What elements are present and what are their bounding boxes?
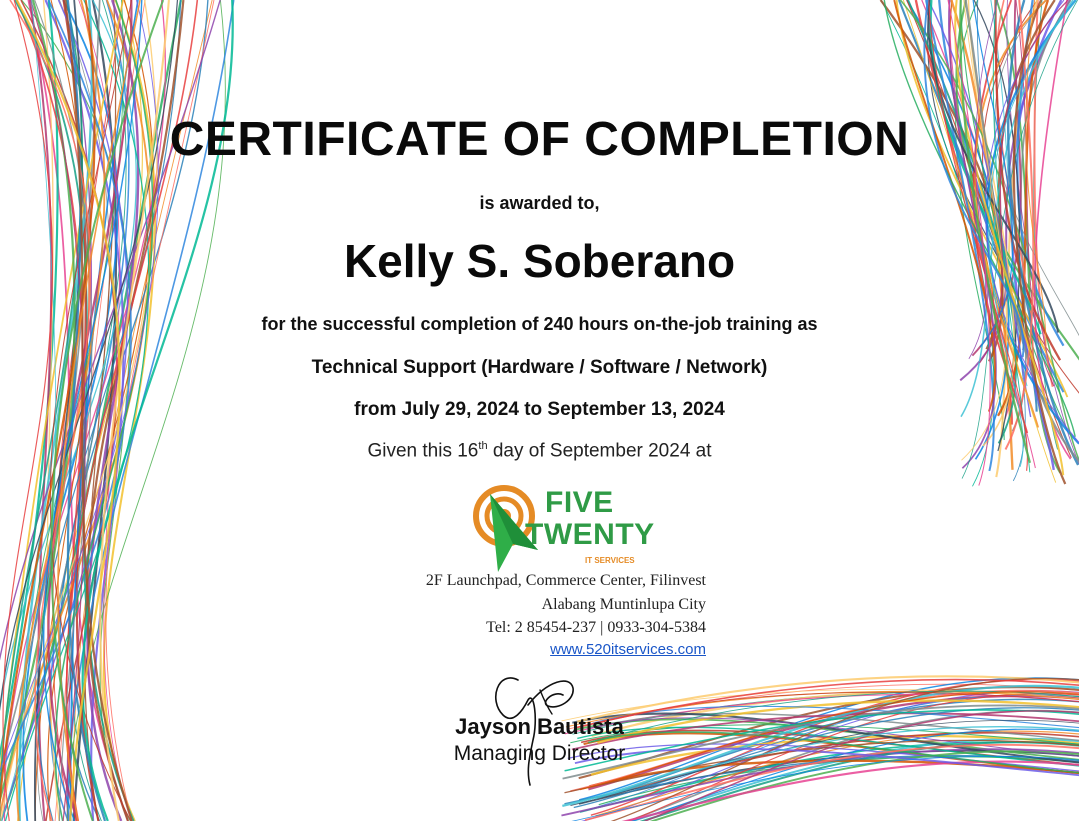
given-suffix: day of September 2024 at (487, 440, 712, 462)
recipient-name: Kelly S. Soberano (343, 235, 736, 287)
company-info-block (360, 480, 720, 665)
training-dates-text: from July 29, 2024 to September 13, 2024 (354, 399, 725, 420)
brand-name-line1: FIVE (545, 486, 614, 519)
given-ordinal-suffix: th (478, 440, 488, 452)
signatory-title: Managing Director (453, 742, 626, 765)
awarded-to-text: is awarded to, (479, 193, 600, 213)
training-position-text: Technical Support (Hardware / Software / Network) (311, 357, 768, 378)
given-prefix: Given this 16 (367, 440, 479, 462)
given-date-text (0, 440, 1079, 462)
company-address-line2: Alabang Muntinlupa City (541, 596, 706, 613)
decorative-wire (560, 762, 1079, 821)
company-address-line1: 2F Launchpad, Commerce Center, Filinvest (425, 572, 706, 589)
signatory-name: Jayson Bautista (455, 714, 624, 739)
company-website-link[interactable]: www.520itservices.com (550, 641, 706, 658)
company-phone: Tel: 2 85454-237 | 0933-304-5384 (486, 619, 706, 636)
certificate-title: CERTIFICATE OF COMPLETION (169, 113, 910, 166)
completion-reason-text: for the successful completion of 240 hours on-the-job training as (261, 314, 818, 334)
brand-name-line2: TWENTY (525, 518, 655, 551)
brand-subtitle: IT SERVICES (585, 556, 635, 565)
